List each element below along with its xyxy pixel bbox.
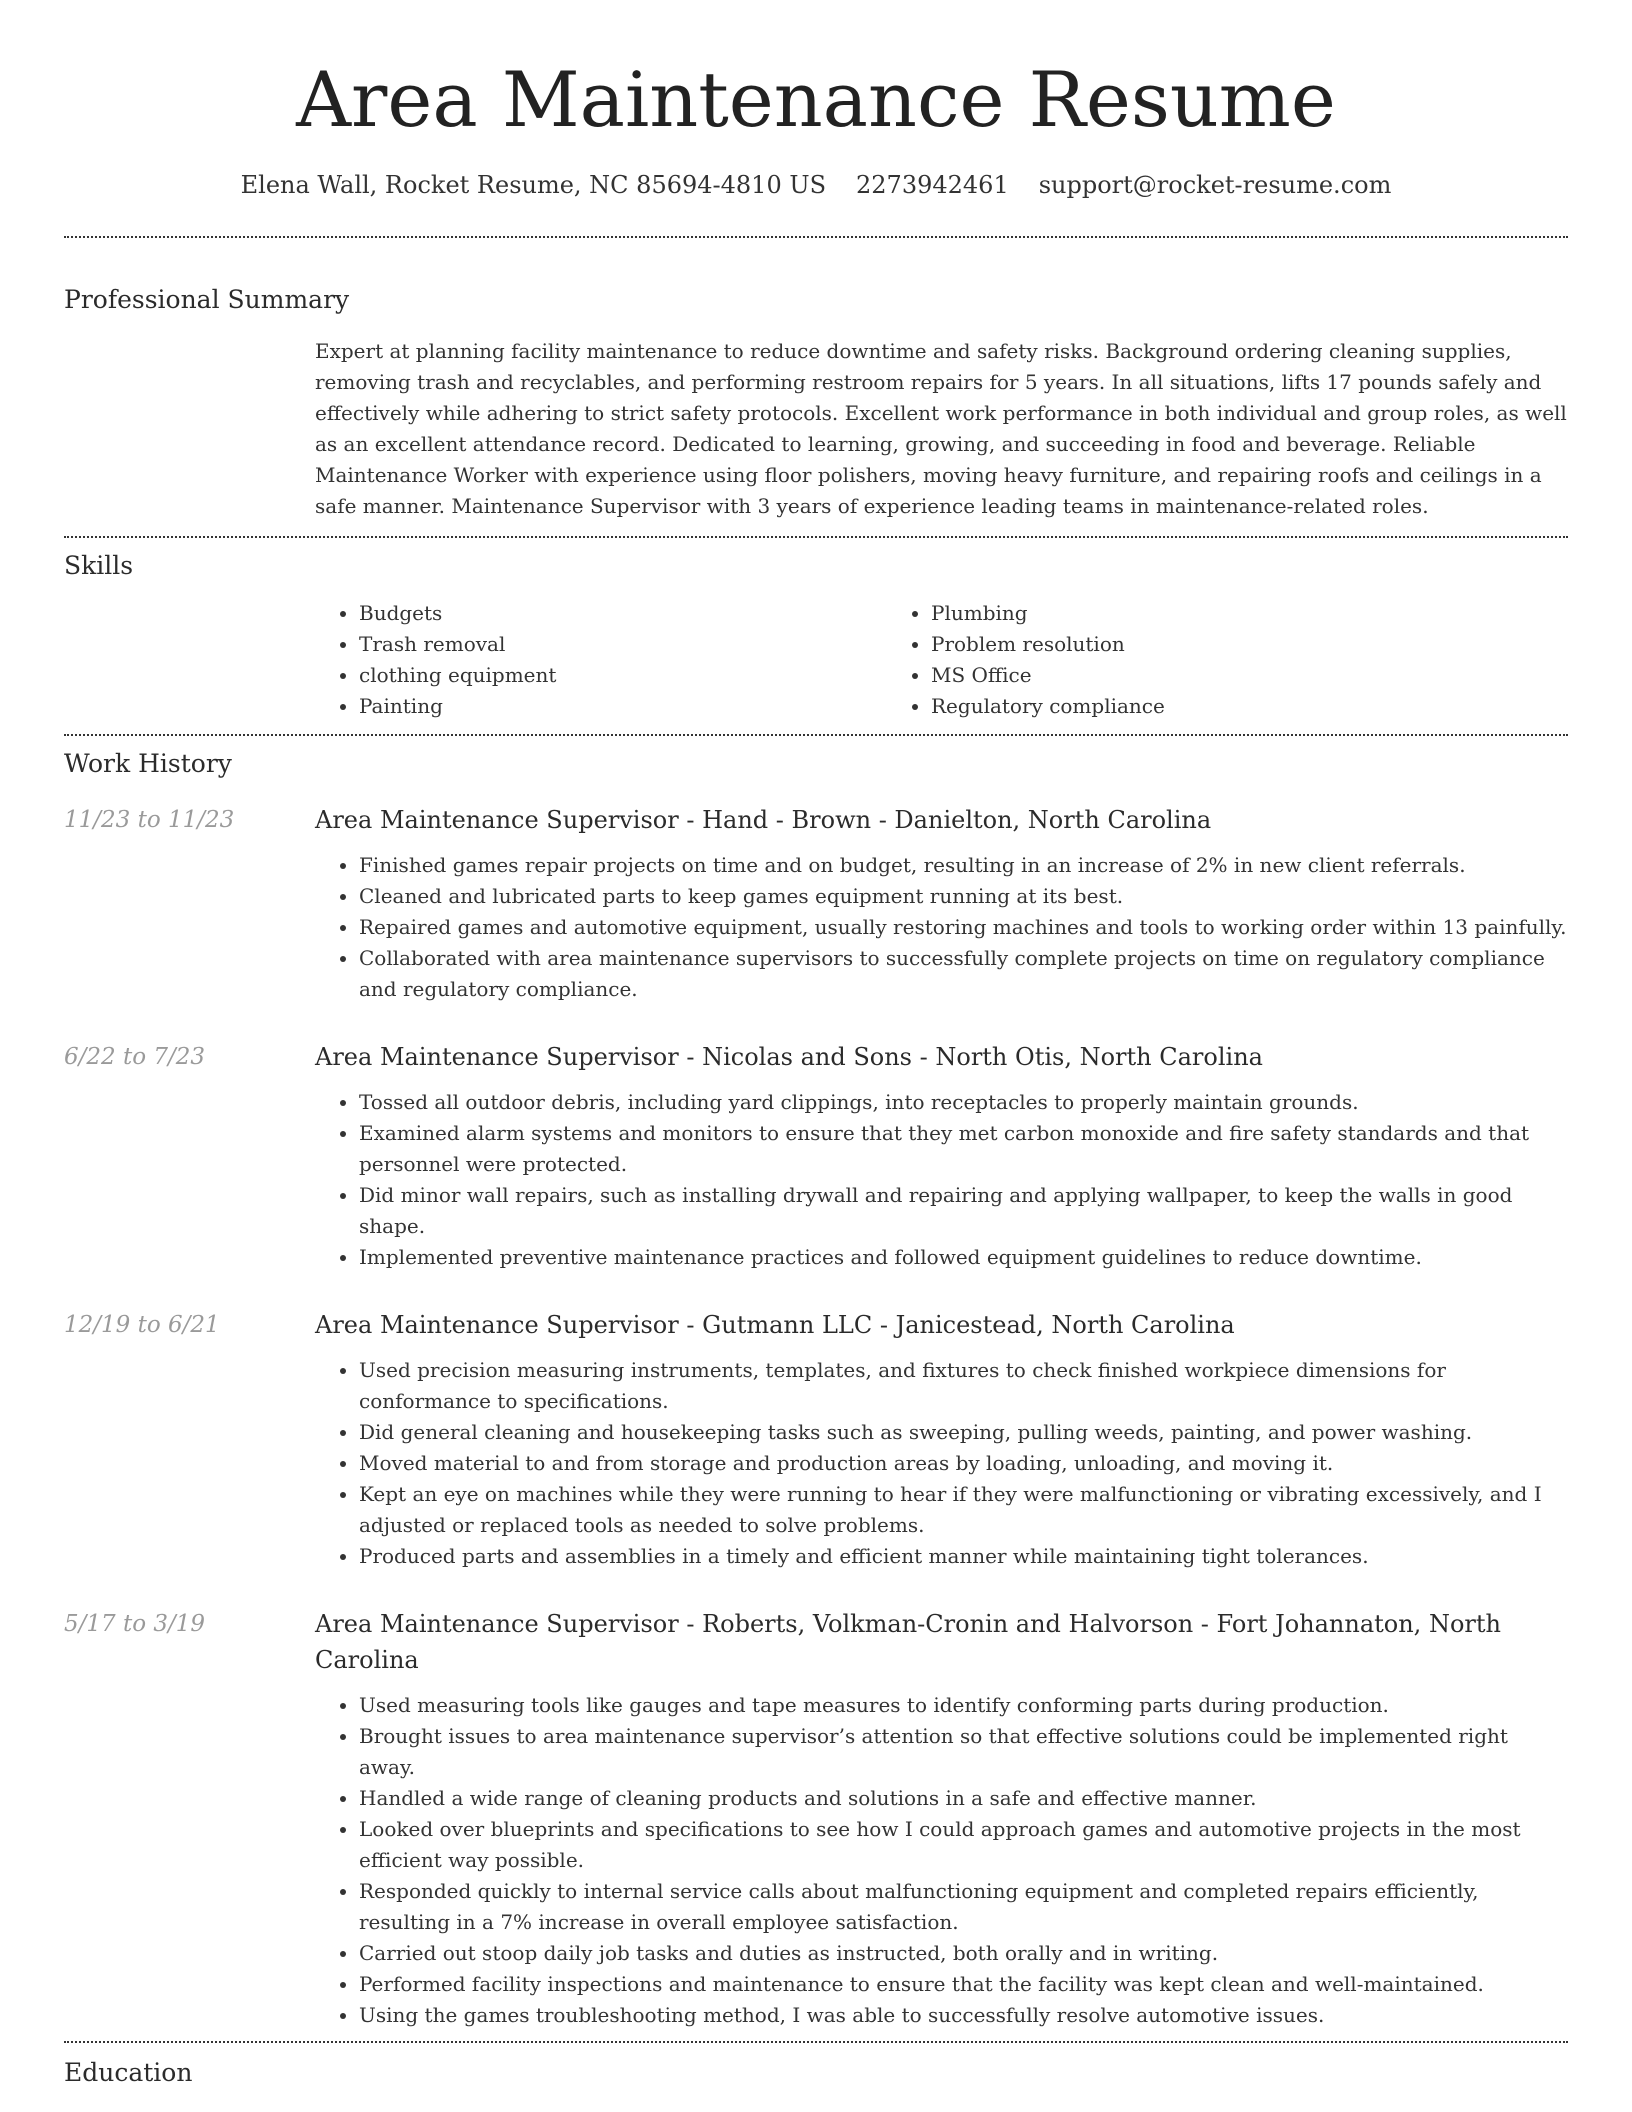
job-bullet: • Responded quickly to internal service calls about malfunctioning equipment and completed repairs efficiently, resulting in a 7% increase in overall employee satisfaction. (359, 1876, 1568, 1938)
job-bullet: • Used measuring tools like gauges and tape measures to identify conforming parts during production. (359, 1690, 1568, 1721)
job-entry (64, 802, 1568, 1005)
job-bullet: • Handled a wide range of cleaning products and solutions in a safe and effective manner. (359, 1783, 1568, 1814)
skills-grid (315, 598, 1568, 722)
job-title: Area Maintenance Supervisor - Roberts, Volkman-Cronin and Halvorson - Fort Johannaton, North Carolina (315, 1610, 1501, 1674)
skill-item: • Plumbing (931, 598, 1459, 629)
job-bullet: • Cleaned and lubricated parts to keep games equipment running at its best. (359, 881, 1568, 912)
contact-address: Elena Wall, Rocket Resume, NC 85694-4810 US (240, 171, 827, 199)
job-bullet: • Did minor wall repairs, such as installing drywall and repairing and applying wallpaper, to keep the walls in good shape. (359, 1180, 1568, 1242)
job-bullet: • Performed facility inspections and maintenance to ensure that the facility was kept clean and well-maintained. (359, 1969, 1568, 2000)
summary-heading: Professional Summary (64, 285, 350, 314)
education-heading: Education (64, 2058, 193, 2087)
skill-item: • Painting (359, 691, 887, 722)
job-bullet: • Repaired games and automotive equipment, usually restoring machines and tools to working order within 13 painfully. (359, 912, 1568, 943)
job-title: Area Maintenance Supervisor - Hand - Brown - Danielton, North Carolina (315, 806, 1212, 834)
job-entry (64, 1606, 1568, 2031)
job-bullet: • Moved material to and from storage and production areas by loading, unloading, and moving it. (359, 1448, 1568, 1479)
job-bullet: • Finished games repair projects on time and on budget, resulting in an increase of 2% in new client referrals. (359, 850, 1568, 881)
contact-phone: 2273942461 (856, 171, 1009, 199)
job-bullet: • Using the games troubleshooting method, I was able to successfully resolve automotive issues. (359, 2000, 1568, 2031)
job-bullet: • Implemented preventive maintenance practices and followed equipment guidelines to reduce downtime. (359, 1242, 1568, 1273)
job-date: 6/22 to 7/23 (64, 1044, 206, 1070)
job-entry (64, 1039, 1568, 1273)
job-bullets (315, 850, 1568, 1005)
contact-email: support@rocket-resume.com (1038, 171, 1392, 199)
job-entry (64, 1307, 1568, 1572)
skill-item: • Regulatory compliance (931, 691, 1459, 722)
education-section (64, 2043, 1568, 2091)
job-bullets (315, 1087, 1568, 1273)
skills-list-right (887, 598, 1459, 722)
job-title: Area Maintenance Supervisor - Nicolas and Sons - North Otis, North Carolina (315, 1043, 1263, 1071)
job-bullet: • Did general cleaning and housekeeping tasks such as sweeping, pulling weeds, painting, and power washing. (359, 1417, 1568, 1448)
job-bullet: • Brought issues to area maintenance supervisor’s attention so that effective solutions could be implemented right away. (359, 1721, 1568, 1783)
skill-item: • Trash removal (359, 629, 887, 660)
job-date: 5/17 to 3/19 (64, 1611, 206, 1637)
job-bullet: • Tossed all outdoor debris, including yard clippings, into receptacles to properly maintain grounds. (359, 1087, 1568, 1118)
work-history-section (64, 736, 1568, 2031)
skill-item: • MS Office (931, 660, 1459, 691)
contact-line (64, 168, 1568, 202)
job-body (315, 1039, 1568, 1273)
job-title: Area Maintenance Supervisor - Gutmann LLC - Janicestead, North Carolina (315, 1311, 1235, 1339)
job-body (315, 802, 1568, 1005)
job-body (315, 1606, 1568, 2031)
job-bullets (315, 1355, 1568, 1572)
job-bullet: • Produced parts and assemblies in a timely and efficient manner while maintaining tight tolerances. (359, 1541, 1568, 1572)
job-bullet: • Kept an eye on machines while they were running to hear if they were malfunctioning or vibrating excessively, and I adjusted or replaced tools as needed to solve problems. (359, 1479, 1568, 1541)
job-bullets (315, 1690, 1568, 2031)
skill-item: • clothing equipment (359, 660, 887, 691)
job-bullet: • Carried out stoop daily job tasks and duties as instructed, both orally and in writing. (359, 1938, 1568, 1969)
job-body (315, 1307, 1568, 1572)
skills-section (64, 538, 1568, 734)
skills-list-left (315, 598, 887, 722)
job-date: 11/23 to 11/23 (64, 807, 235, 833)
summary-section (64, 238, 1568, 536)
job-bullet: • Collaborated with area maintenance supervisors to successfully complete projects on time on regulatory compliance and regulatory compliance. (359, 943, 1568, 1005)
job-bullet: • Looked over blueprints and specifications to see how I could approach games and automotive projects in the most efficient way possible. (359, 1814, 1568, 1876)
resume-title: Area Maintenance Resume (296, 55, 1336, 144)
summary-text: Expert at planning facility maintenance to reduce downtime and safety risks. Background ordering cleaning supplies, removing trash and recyclables, and performing restroom repairs for 5 years. In all situations, lifts 17 pounds safely and effectively while adhering to strict safety protocols. Excellent work performance in both individual and group roles, as well as an excellent attendance record. Dedicated to learning, growing, and succeeding in food and beverage. Reliable Maintenance Worker with experience using floor polishers, moving heavy furniture, and repairing roofs and ceilings in a safe manner. Maintenance Supervisor with 3 years of experience leading teams in maintenance-related roles. (315, 339, 1567, 518)
job-date: 12/19 to 6/21 (64, 1312, 220, 1338)
skill-item: • Budgets (359, 598, 887, 629)
job-bullet: • Examined alarm systems and monitors to ensure that they met carbon monoxide and fire safety standards and that personnel were protected. (359, 1118, 1568, 1180)
skill-item: • Problem resolution (931, 629, 1459, 660)
skills-heading: Skills (64, 551, 134, 580)
job-bullet: • Used precision measuring instruments, templates, and fixtures to check finished workpiece dimensions for conformance to specifications. (359, 1355, 1568, 1417)
work-history-heading: Work History (64, 749, 232, 778)
